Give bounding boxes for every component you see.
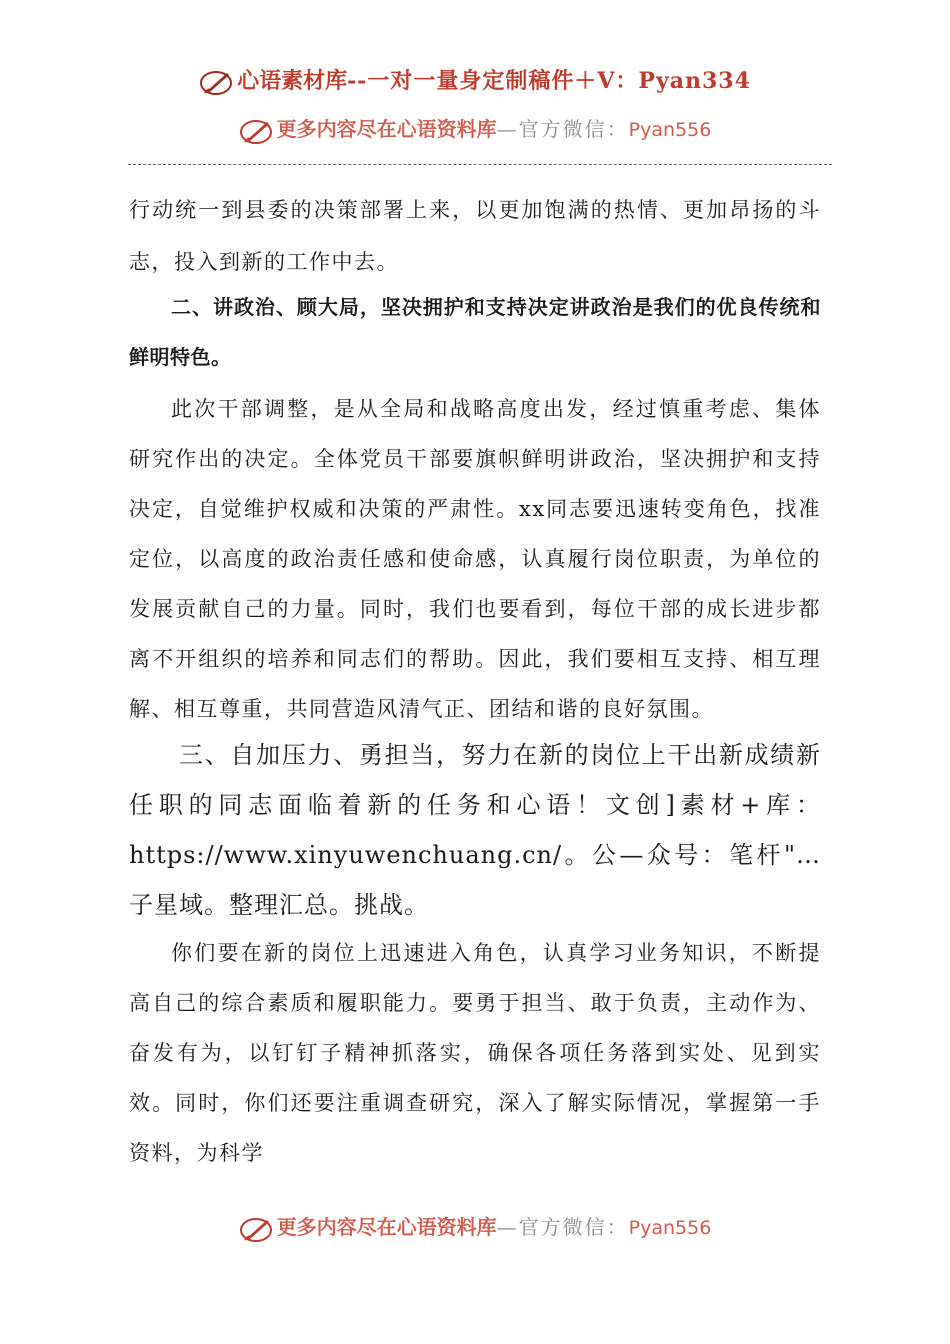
promo-wechat-id: Pyan556 xyxy=(628,119,712,141)
promo-text: 更多内容尽在心语资料库 xyxy=(276,117,497,141)
promo-wechat-label: —官方微信： xyxy=(496,117,629,141)
header-divider xyxy=(128,164,832,165)
footer-promo-text: 更多内容尽在心语资料库 xyxy=(276,1215,497,1239)
footer-wechat-label: —官方微信： xyxy=(496,1215,629,1239)
quill-logo-icon xyxy=(239,1214,275,1244)
section-heading-3: 三、自加压力、勇担当，努力在新的岗位上干出新成绩新任职的同志面临着新的任务和心语！文创]素材+库：https://www.xinyuwenchuang.cn/。公—众号：笔杆"…子星域。整理汇总。挑战。 xyxy=(129,741,821,919)
paragraph-section-2: 此次干部调整，是从全局和战略高度出发，经过慎重考虑、集体研究作出的决定。全体党员干部要旗帜鲜明讲政治，坚决拥护和支持决定，自觉维护权威和决策的严肃性。xx同志要迅速转变角色，找准定位，以高度的政治责任感和使命感，认真履行岗位职责，为单位的发展贡献自己的力量。同时，我们也要看到，每位干部的成长进步都离不开组织的培养和同志们的帮助。因此，我们要相互支持、相互理解、相互尊重，共同营造风清气正、团结和谐的良好氛围。 xyxy=(129,397,821,721)
header-brand-line xyxy=(0,64,950,98)
brand-slogan: --一对一量身定制稿件＋V：Pyan334 xyxy=(347,68,751,94)
quill-logo-icon xyxy=(199,67,235,97)
brand-name: 心语素材库 xyxy=(237,68,348,94)
footer-wechat-id: Pyan556 xyxy=(628,1217,712,1239)
paragraph-section-3: 你们要在新的岗位上迅速进入角色，认真学习业务知识，不断提高自己的综合素质和履职能力。要勇于担当、敢于负责，主动作为、奋发有为，以钉钉子精神抓落实，确保各项任务落到实处、见到实效。同时，你们还要注重调查研究，深入了解实际情况，掌握第一手资料，为科学 xyxy=(129,941,821,1165)
header-promo-line xyxy=(0,114,950,146)
section-heading-2: 二、讲政治、顾大局，坚决拥护和支持决定讲政治是我们的优良传统和鲜明特色。 xyxy=(129,295,821,369)
footer-promo-line xyxy=(0,1212,950,1244)
paragraph-continuation: 行动统一到县委的决策部署上来，以更加饱满的热情、更加昂扬的斗志，投入到新的工作中去。 xyxy=(129,198,821,274)
quill-logo-icon xyxy=(239,116,275,146)
